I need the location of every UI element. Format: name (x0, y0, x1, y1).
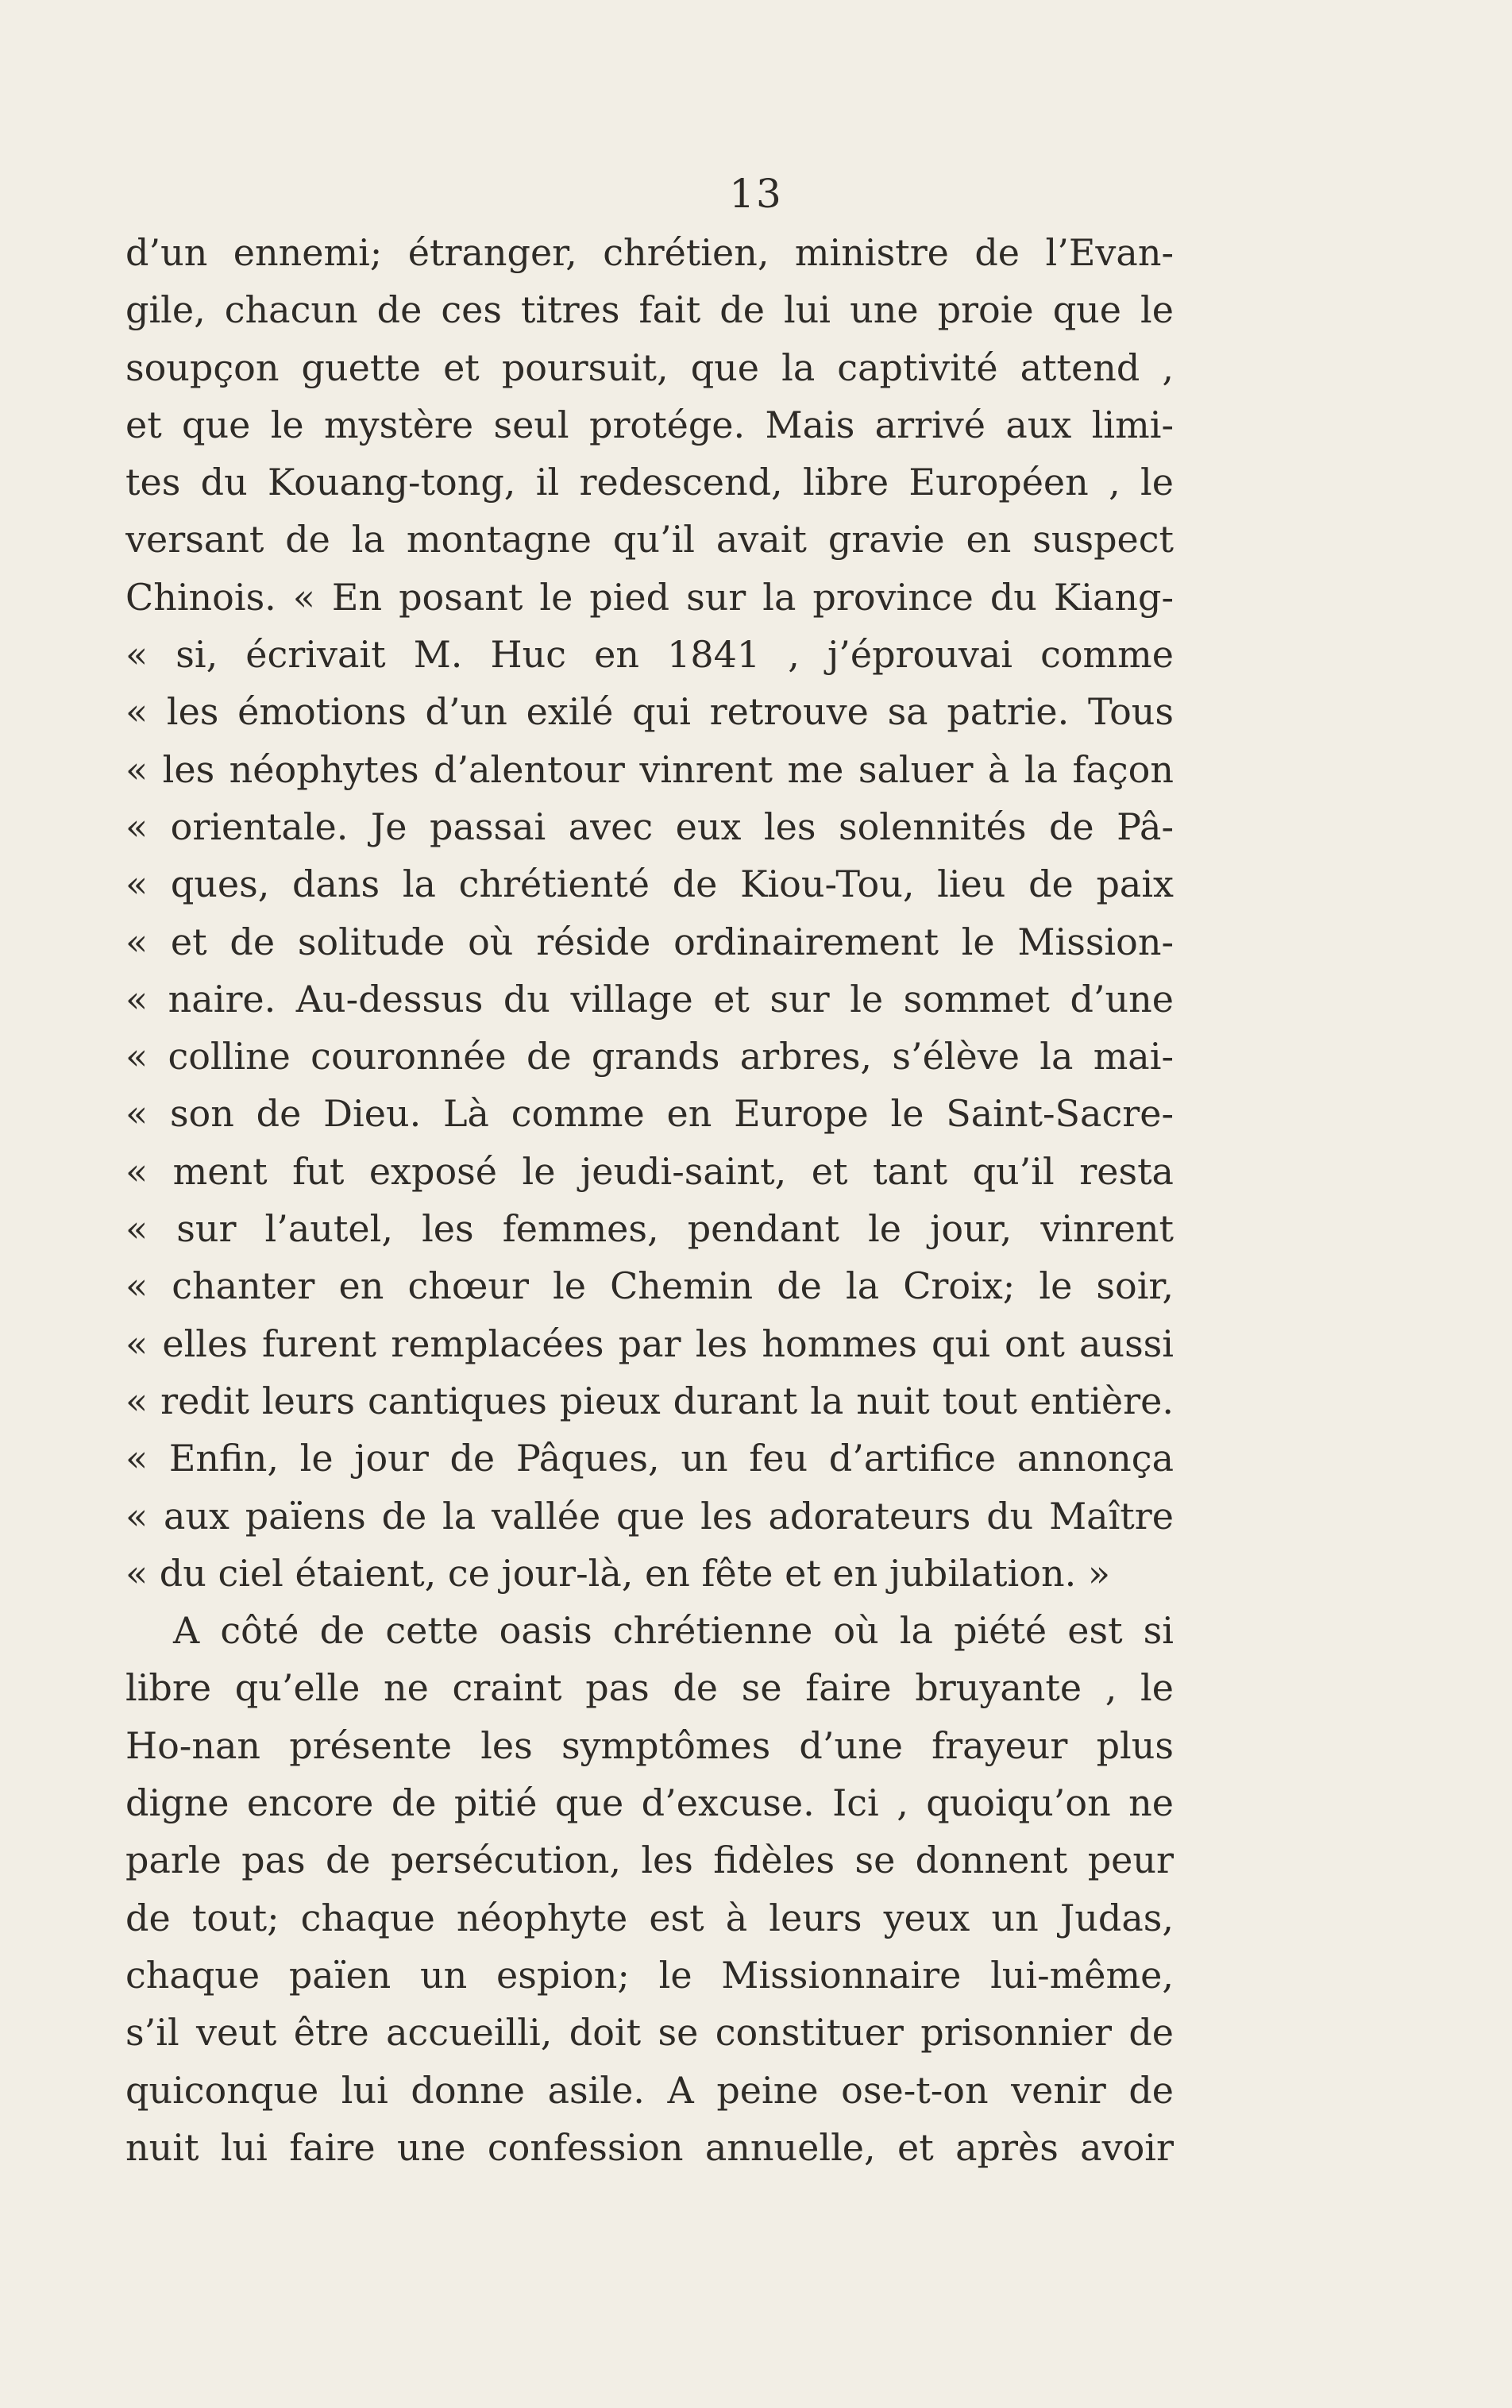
text-line: nuit lui faire une confession annuelle, et après avoir (125, 2125, 1174, 2169)
text-line: digne encore de pitié que d’excuse. Ici , quoiqu’on ne (125, 1781, 1174, 1825)
text-line: de tout; chaque néophyte est à leurs yeux un Judas, (125, 1896, 1174, 1939)
text-line: « ques, dans la chrétienté de Kiou-Tou, lieu de paix (125, 862, 1174, 906)
text-line: Ho-nan présente les symptômes d’une frayeur plus (125, 1723, 1174, 1767)
text-line: d’un ennemi; étranger, chrétien, ministre de l’Evan- (125, 231, 1174, 274)
text-line: « redit leurs cantiques pieux durant la nuit tout entière. (125, 1379, 1174, 1422)
text-line: soupçon guette et poursuit, que la captivité attend , (125, 345, 1174, 389)
text-line: versant de la montagne qu’il avait gravie en suspect (125, 518, 1174, 561)
page-number: 13 (729, 171, 783, 217)
body-text (125, 224, 1174, 2176)
text-line: chaque païen un espion; le Missionnaire lui-même, (125, 1953, 1174, 1997)
text-line: « aux païens de la vallée que les adorateurs du Maître (125, 1494, 1174, 1538)
text-line: « Enfin, le jour de Pâques, un feu d’artifice annonça (125, 1437, 1174, 1480)
text-line: et que le mystère seul protége. Mais arrivé aux limi- (125, 403, 1174, 446)
text-line: « ment fut exposé le jeudi-saint, et tant qu’il resta (125, 1149, 1174, 1193)
text-line: « et de solitude où réside ordinairement le Mission- (125, 920, 1174, 963)
text-line: « naire. Au-dessus du village et sur le sommet d’une (125, 977, 1174, 1021)
text-line: « si, écrivait M. Huc en 1841 , j’éprouvai comme (125, 633, 1174, 677)
text-line: « les émotions d’un exilé qui retrouve sa patrie. Tous (125, 690, 1174, 734)
text-line: gile, chacun de ces titres fait de lui une proie que le (125, 288, 1174, 332)
text-line: « du ciel étaient, ce jour-là, en fête et en jubilation. » (125, 1551, 1110, 1595)
text-line: Chinois. « En posant le pied sur la province du Kiang- (125, 575, 1174, 619)
text-line: « orientale. Je passai avec eux les solennités de Pâ- (125, 805, 1174, 848)
text-line: « colline couronnée de grands arbres, s’élève la mai- (125, 1035, 1174, 1079)
text-line: « son de Dieu. Là comme en Europe le Saint-Sacre- (125, 1092, 1174, 1136)
text-line: A côté de cette oasis chrétienne où la piété est si (173, 1609, 1174, 1653)
text-line: « les néophytes d’alentour vinrent me saluer à la façon (125, 747, 1174, 791)
text-line: « elles furent remplacées par les hommes qui ont aussi (125, 1322, 1174, 1365)
text-line: quiconque lui donne asile. A peine ose-t-on venir de (125, 2068, 1174, 2112)
text-line: libre qu’elle ne craint pas de se faire bruyante , le (125, 1666, 1174, 1710)
text-line: « chanter en chœur le Chemin de la Croix; le soir, (125, 1264, 1174, 1308)
text-line: s’il veut être accueilli, doit se constituer prisonnier de (125, 2011, 1174, 2055)
text-line: tes du Kouang-tong, il redescend, libre Européen , le (125, 461, 1174, 504)
text-line: « sur l’autel, les femmes, pendant le jour, vinrent (125, 1207, 1174, 1251)
text-line: parle pas de persécution, les fidèles se donnent peur (125, 1839, 1174, 1882)
